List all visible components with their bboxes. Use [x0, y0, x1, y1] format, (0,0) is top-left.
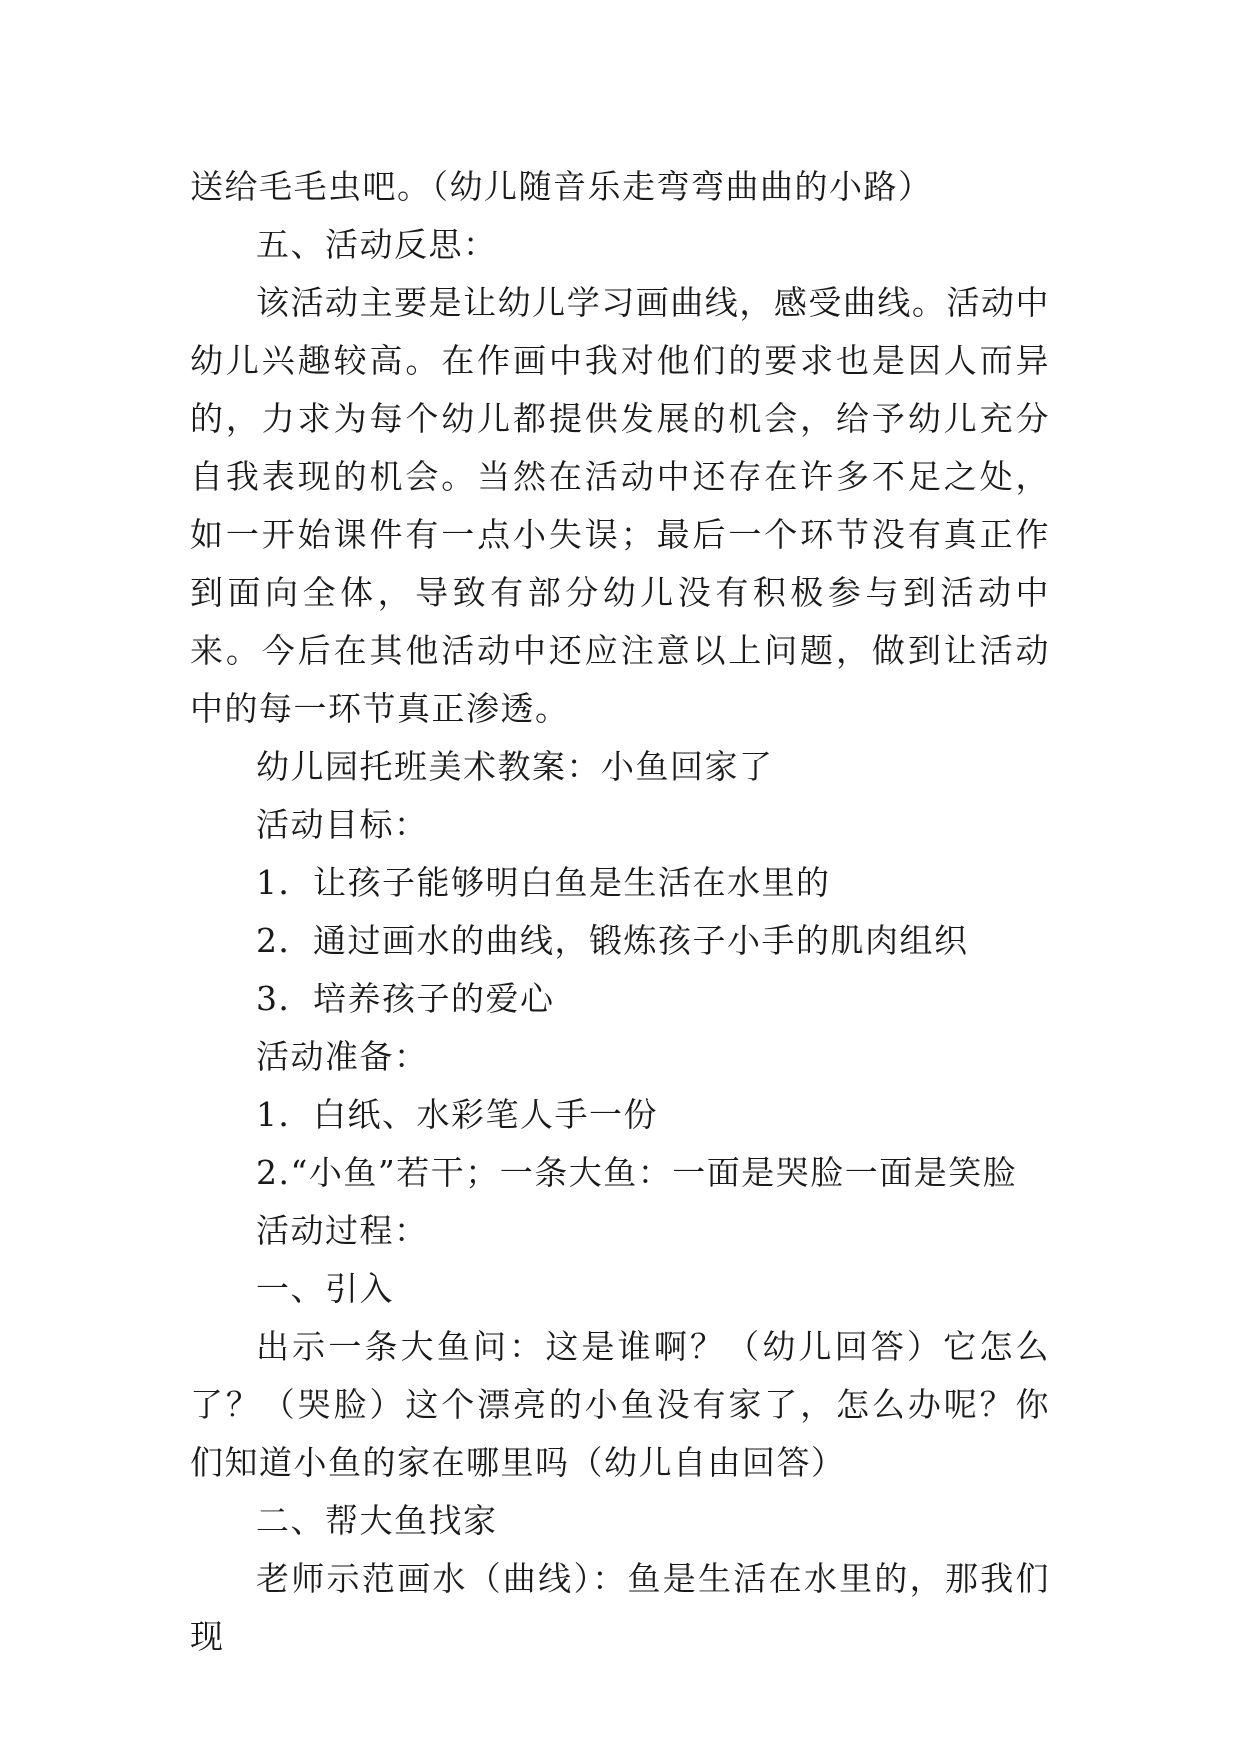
goal-item-2: 2．通过画水的曲线，锻炼孩子小手的肌肉组织	[256, 921, 969, 960]
goal-item-1: 1．让孩子能够明白鱼是生活在水里的	[256, 863, 831, 902]
process-step-2-heading: 二、帮大鱼找家	[256, 1501, 498, 1540]
document-body	[190, 158, 1050, 1666]
section-heading-reflection: 五、活动反思：	[256, 225, 498, 264]
heading-preparation: 活动准备：	[256, 1037, 429, 1076]
heading-goals: 活动目标：	[256, 805, 429, 844]
paragraph-reflection: 该活动主要是让幼儿学习画曲线，感受曲线。活动中幼儿兴趣较高。在作画中我对他们的要求也是因人而异的，力求为每个幼儿都提供发展的机会，给予幼儿充分自我表现的机会。当然在活动中还存在许多不足之处，如一开始课件有一点小失误；最后一个环节没有真正作到面向全体，导致有部分幼儿没有积极参与到活动中来。今后在其他活动中还应注意以上问题，做到让活动中的每一环节真正渗透。	[190, 283, 1050, 728]
prep-item-1: 1．白纸、水彩笔人手一份	[256, 1095, 658, 1134]
lesson-title: 幼儿园托班美术教案：小鱼回家了	[256, 747, 774, 786]
process-step-1-heading: 一、引入	[256, 1269, 394, 1308]
goal-item-3: 3．培养孩子的爱心	[256, 979, 555, 1018]
prep-item-2: 2.“小鱼”若干；一条大鱼：一面是哭脸一面是笑脸	[256, 1153, 1018, 1192]
process-step-2-text: 老师示范画水（曲线）：鱼是生活在水里的，那我们现	[190, 1559, 1050, 1656]
paragraph-continuation: 送给毛毛虫吧。（幼儿随音乐走弯弯曲曲的小路）	[190, 167, 933, 206]
heading-process: 活动过程：	[256, 1211, 429, 1250]
process-step-1-text: 出示一条大鱼问：这是谁啊？（幼儿回答）它怎么了？（哭脸）这个漂亮的小鱼没有家了，怎么办呢？你们知道小鱼的家在哪里吗（幼儿自由回答）	[190, 1327, 1050, 1482]
